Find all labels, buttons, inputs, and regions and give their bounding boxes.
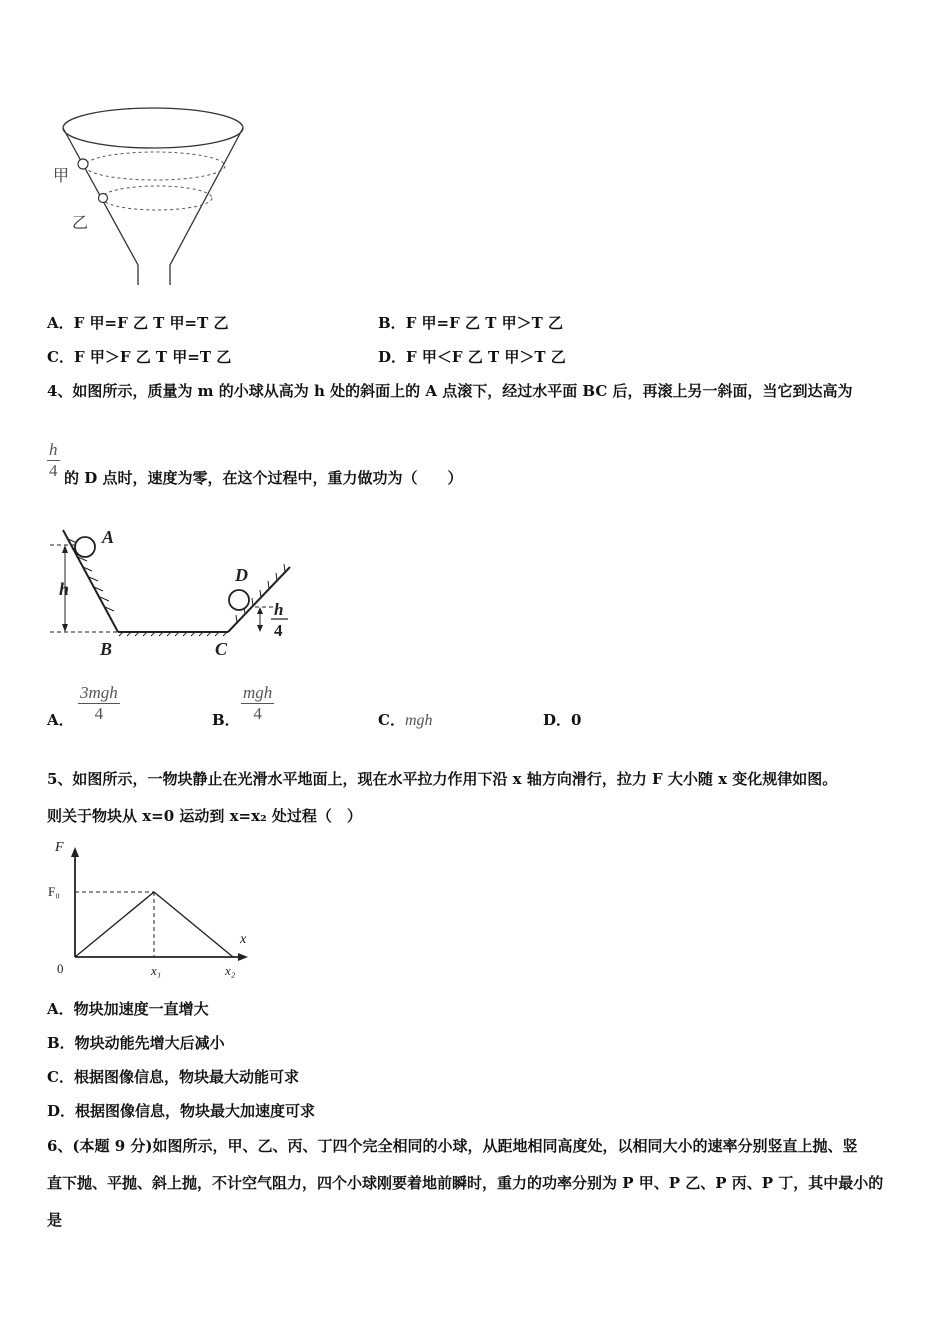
q5-stem-line2: 则关于物块从 x=0 运动到 x=x₂ 处过程（ ）: [47, 807, 362, 825]
ball-d: [229, 590, 249, 610]
q4-option-d-text: 0: [571, 711, 582, 729]
q5-option-b[interactable]: B．物块动能先增大后减小: [47, 1034, 225, 1052]
q4-option-b-fraction: mgh 4: [243, 683, 273, 723]
q4-option-b[interactable]: B．: [212, 711, 240, 729]
q3-option-b[interactable]: B．F 甲=F 乙 T 甲＞T 乙: [378, 314, 563, 332]
incline-figure: [45, 525, 300, 665]
q4-option-c[interactable]: C．mgh: [378, 711, 433, 729]
orbit-jia: [85, 152, 225, 180]
label-c: C: [215, 639, 228, 659]
q3-option-b-text: F 甲=F 乙 T 甲＞T 乙: [405, 314, 563, 332]
ball-jia: [78, 159, 88, 169]
label-h4-den: 4: [274, 621, 283, 640]
y-axis-arrow: [71, 847, 79, 857]
q4-stem-line2: 的 D 点时，速度为零，在这个过程中，重力做功为（ ）: [64, 469, 463, 487]
q5-option-c[interactable]: C．根据图像信息，物块最大动能可求: [47, 1068, 299, 1086]
x-tick-0: 0: [57, 961, 64, 976]
x-axis-label: x: [240, 932, 247, 947]
label-a: A: [102, 527, 115, 547]
q6-line3: 是: [47, 1211, 63, 1229]
q6-line1: 6、(本题 9 分)如图所示，甲、乙、丙、丁四个完全相同的小球，从距地相同高度处，以相同大小的速率分别竖直上抛、竖: [47, 1137, 858, 1155]
q5-option-a[interactable]: A．物块加速度一直增大: [47, 1000, 209, 1018]
label-jia: 甲: [53, 168, 70, 185]
q4-option-a[interactable]: A．: [47, 711, 74, 729]
y-axis-label: F: [55, 840, 64, 855]
orbit-yi: [102, 186, 212, 210]
q3-option-d[interactable]: D．F 甲＜F 乙 T 甲＞T 乙: [378, 348, 566, 366]
q3-option-d-text: F 甲＜F 乙 T 甲＞T 乙: [406, 348, 566, 366]
q3-option-a[interactable]: A．F 甲=F 乙 T 甲=T 乙: [47, 314, 229, 332]
funnel-figure: [45, 100, 255, 290]
q4-option-a-fraction: 3mgh 4: [80, 683, 118, 723]
force-displacement-chart: [45, 835, 255, 980]
ball-a: [75, 537, 95, 557]
q3-option-a-text: F 甲=F 乙 T 甲=T 乙: [73, 314, 229, 332]
x-axis-arrow: [238, 953, 248, 961]
q4-stem-line1: 4、如图所示，质量为 m 的小球从高为 h 处的斜面上的 A 点滚下，经过水平面 BC 后，再滚上另一斜面，当它到达高为: [47, 382, 853, 400]
ball-yi: [99, 194, 108, 203]
funnel-rim: [63, 108, 243, 148]
label-h: h: [59, 579, 70, 599]
q4-option-c-text: mgh: [404, 712, 433, 729]
q4-inline-fraction: $\frac{h}{4}$: [49, 440, 58, 480]
q3-option-c[interactable]: C．F 甲＞F 乙 T 甲=T 乙: [47, 348, 232, 366]
q6-line2: 直下抛、平抛、斜上抛，不计空气阻力，四个小球刚要着地前瞬时，重力的功率分别为 P 甲、P 乙、P 丙、P 丁，其中最小的: [47, 1174, 884, 1192]
q5-stem-line1: 5、如图所示，一物块静止在光滑水平地面上，现在水平拉力作用下沿 x 轴方向滑行，拉力 F 大小随 x 变化规律如图。: [47, 770, 838, 788]
x-tick-x1: x₁: [151, 963, 162, 978]
funnel-wall-right: [170, 128, 243, 285]
label-d: D: [235, 565, 248, 585]
y-tick-f0: F₀: [48, 884, 60, 899]
label-yi: 乙: [72, 215, 89, 232]
label-b: B: [100, 639, 113, 659]
funnel-wall-left: [63, 128, 138, 285]
x-tick-x2: x₂: [225, 963, 236, 978]
label-h4-num: h: [274, 600, 284, 619]
q5-option-d[interactable]: D．根据图像信息，物块最大加速度可求: [47, 1102, 316, 1120]
q4-option-d[interactable]: D．0: [543, 711, 582, 729]
q3-option-c-text: F 甲＞F 乙 T 甲=T 乙: [73, 348, 232, 366]
